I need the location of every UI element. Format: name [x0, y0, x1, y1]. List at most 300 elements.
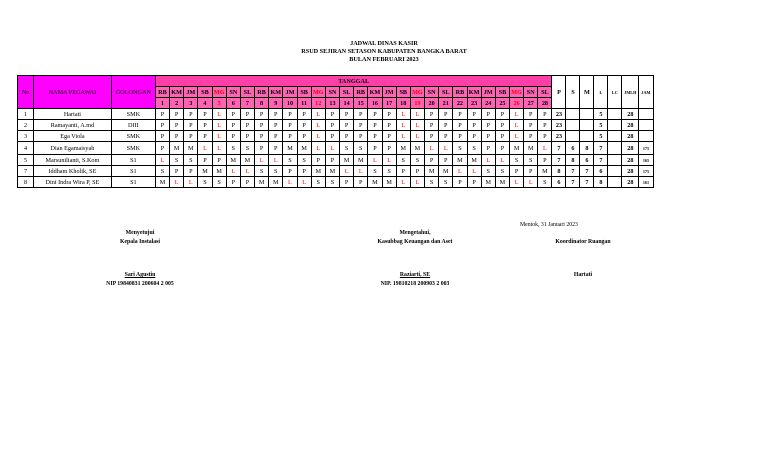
- shift-cell: M: [283, 142, 297, 155]
- total-jml: 28: [622, 120, 639, 131]
- day-name: SN: [325, 87, 339, 98]
- shift-cell: S: [340, 142, 354, 155]
- shift-cell: P: [368, 142, 382, 155]
- shift-cell: P: [297, 166, 311, 177]
- shift-cell: M: [311, 166, 325, 177]
- date-number: 15: [354, 98, 368, 109]
- shift-cell: P: [382, 131, 396, 142]
- shift-cell: M: [240, 155, 254, 166]
- shift-cell: M: [184, 142, 198, 155]
- row-nama: Hartati: [33, 109, 111, 120]
- row-no: 1: [18, 109, 34, 120]
- shift-cell: P: [382, 109, 396, 120]
- row-golongan: S1: [111, 155, 155, 166]
- shift-cell: S: [170, 155, 184, 166]
- shift-cell: S: [297, 155, 311, 166]
- shift-cell: P: [340, 131, 354, 142]
- day-name: KM: [270, 88, 282, 96]
- row-nama: Iddham Kholik, SE: [33, 166, 111, 177]
- shift-cell: P: [325, 109, 339, 120]
- day-name: JM: [382, 87, 396, 98]
- day-name: RB: [453, 87, 467, 98]
- date-number: 9: [269, 98, 283, 109]
- total-p: 23: [552, 131, 566, 142]
- shift-cell: P: [368, 120, 382, 131]
- shift-cell: M: [325, 166, 339, 177]
- shift-cell: L: [396, 131, 410, 142]
- date-number: 12: [311, 98, 325, 109]
- total-s: 7: [566, 177, 580, 188]
- shift-cell: P: [240, 131, 254, 142]
- shift-cell: L: [410, 120, 424, 131]
- shift-cell: L: [481, 155, 495, 166]
- date-number: 28: [538, 98, 552, 109]
- date-number: 3: [184, 98, 198, 109]
- day-name: SL: [340, 87, 354, 98]
- total-jml: 28: [622, 142, 639, 155]
- shift-cell: L: [410, 109, 424, 120]
- total-s: 8: [566, 155, 580, 166]
- shift-cell: M: [354, 155, 368, 166]
- shift-cell: P: [325, 155, 339, 166]
- shift-cell: P: [481, 120, 495, 131]
- shift-cell: S: [481, 166, 495, 177]
- date-number: 27: [524, 98, 538, 109]
- total-p: 7: [552, 155, 566, 166]
- shift-cell: L: [510, 131, 524, 142]
- shift-cell: S: [283, 155, 297, 166]
- row-no: 4: [18, 142, 34, 155]
- shift-cell: P: [283, 120, 297, 131]
- shift-cell: S: [269, 166, 283, 177]
- shift-cell: M: [425, 166, 439, 177]
- shift-cell: P: [524, 166, 538, 177]
- shift-cell: S: [325, 177, 339, 188]
- day-name: SN: [226, 87, 240, 98]
- shift-cell: S: [396, 155, 410, 166]
- total-l: 5: [594, 109, 608, 120]
- shift-cell: P: [453, 131, 467, 142]
- day-name: MG: [511, 88, 522, 96]
- shift-cell: P: [269, 131, 283, 142]
- shift-cell: P: [226, 120, 240, 131]
- table-row: [18, 131, 654, 142]
- shift-cell: L: [510, 177, 524, 188]
- shift-cell: L: [297, 177, 311, 188]
- total-jam: 175: [639, 142, 653, 155]
- shift-cell: S: [524, 155, 538, 166]
- shift-cell: S: [425, 177, 439, 188]
- shift-cell: L: [226, 166, 240, 177]
- total-lc: [608, 166, 622, 177]
- day-name: KM: [369, 88, 381, 96]
- total-lc: [608, 131, 622, 142]
- shift-cell: P: [524, 131, 538, 142]
- total-jml: 28: [622, 177, 639, 188]
- date-number: 24: [481, 98, 495, 109]
- shift-cell: S: [453, 142, 467, 155]
- shift-cell: L: [184, 177, 198, 188]
- acknowledger-title: Kasubbag Keuangan dan Aset: [377, 239, 453, 245]
- shift-cell: P: [155, 131, 169, 142]
- shift-cell: L: [311, 120, 325, 131]
- shift-cell: P: [155, 142, 169, 155]
- shift-cell: P: [382, 142, 396, 155]
- shift-cell: P: [170, 120, 184, 131]
- shift-cell: L: [212, 131, 226, 142]
- coordinator-name: Hartati: [573, 272, 593, 278]
- title-line-3: BULAN FEBRUARI 2023: [349, 56, 419, 63]
- shift-cell: P: [311, 155, 325, 166]
- date-number: 6: [226, 98, 240, 109]
- shift-cell: P: [226, 177, 240, 188]
- shift-cell: P: [368, 131, 382, 142]
- approver-nip: NIP 19840831 200604 2 005: [106, 281, 174, 287]
- shift-cell: P: [524, 120, 538, 131]
- shift-cell: P: [340, 120, 354, 131]
- total-jml: 28: [622, 166, 639, 177]
- shift-cell: P: [495, 120, 509, 131]
- shift-cell: M: [340, 155, 354, 166]
- total-lc: [608, 177, 622, 188]
- shift-cell: L: [325, 142, 339, 155]
- shift-cell: P: [240, 109, 254, 120]
- shift-cell: M: [396, 142, 410, 155]
- shift-cell: P: [240, 177, 254, 188]
- header-tanggal: TANGGAL: [155, 76, 552, 87]
- shift-cell: L: [255, 155, 269, 166]
- date-number: 19: [410, 98, 424, 109]
- shift-cell: P: [340, 177, 354, 188]
- shift-cell: P: [538, 120, 552, 131]
- day-name: RB: [155, 87, 169, 98]
- header-golongan: GOLONGAN: [111, 76, 155, 109]
- shift-cell: P: [538, 109, 552, 120]
- total-s: 7: [566, 166, 580, 177]
- approver-title: Kepala Instalasi: [119, 239, 161, 245]
- date-number: 26: [510, 98, 524, 109]
- total-l: 5: [594, 131, 608, 142]
- date-number: 11: [297, 98, 311, 109]
- day-name: SL: [439, 87, 453, 98]
- total-jam: 165: [639, 155, 653, 166]
- shift-cell: L: [396, 120, 410, 131]
- shift-cell: P: [453, 177, 467, 188]
- shift-cell: P: [481, 131, 495, 142]
- total-p: 8: [552, 166, 566, 177]
- shift-cell: P: [425, 131, 439, 142]
- shift-cell: P: [368, 109, 382, 120]
- total-lc: [608, 120, 622, 131]
- shift-cell: P: [198, 120, 212, 131]
- shift-cell: M: [155, 177, 169, 188]
- shift-cell: M: [495, 177, 509, 188]
- day-name: SL: [240, 87, 254, 98]
- total-l: 5: [594, 120, 608, 131]
- shift-cell: L: [354, 166, 368, 177]
- total-jam: [639, 109, 653, 120]
- acknowledger-label: Mengetahui,: [399, 230, 431, 236]
- day-name: SB: [495, 87, 509, 98]
- row-nama: Dian Egamaisyah: [33, 142, 111, 155]
- shift-cell: S: [240, 142, 254, 155]
- shift-cell: L: [495, 155, 509, 166]
- shift-cell: P: [170, 131, 184, 142]
- day-name: RB: [255, 87, 269, 98]
- shift-cell: M: [538, 166, 552, 177]
- shift-cell: L: [198, 142, 212, 155]
- shift-cell: P: [340, 109, 354, 120]
- date-number: 5: [212, 98, 226, 109]
- shift-cell: M: [439, 166, 453, 177]
- day-name: JM: [283, 87, 297, 98]
- shift-cell: P: [510, 166, 524, 177]
- shift-cell: P: [184, 131, 198, 142]
- shift-cell: P: [538, 131, 552, 142]
- row-no: 2: [18, 120, 34, 131]
- row-no: 5: [18, 155, 34, 166]
- shift-cell: M: [467, 155, 481, 166]
- table-row: [18, 177, 654, 188]
- total-m: 7: [580, 166, 594, 177]
- header-row-tanggal: [18, 76, 654, 87]
- shift-cell: M: [382, 177, 396, 188]
- shift-cell: P: [184, 109, 198, 120]
- shift-cell: P: [283, 166, 297, 177]
- shift-cell: L: [340, 166, 354, 177]
- total-s: [566, 131, 580, 142]
- shift-cell: P: [297, 131, 311, 142]
- total-m: [580, 131, 594, 142]
- shift-cell: L: [453, 166, 467, 177]
- row-golongan: S1: [111, 177, 155, 188]
- shift-cell: S: [354, 142, 368, 155]
- table-row: [18, 142, 654, 155]
- shift-cell: P: [155, 120, 169, 131]
- shift-cell: L: [170, 177, 184, 188]
- shift-cell: L: [155, 155, 169, 166]
- shift-cell: P: [382, 120, 396, 131]
- day-name: SB: [396, 87, 410, 98]
- day-name: KM: [171, 88, 182, 96]
- shift-cell: P: [495, 142, 509, 155]
- shift-cell: P: [269, 120, 283, 131]
- shift-cell: L: [311, 109, 325, 120]
- total-m: 6: [580, 155, 594, 166]
- shift-cell: P: [269, 142, 283, 155]
- shift-cell: P: [410, 166, 424, 177]
- total-jml: 28: [622, 131, 639, 142]
- shift-cell: S: [467, 142, 481, 155]
- date-number: 23: [467, 98, 481, 109]
- shift-cell: P: [226, 131, 240, 142]
- day-name: SL: [538, 87, 552, 98]
- shift-cell: P: [170, 109, 184, 120]
- shift-cell: P: [439, 155, 453, 166]
- shift-cell: S: [495, 166, 509, 177]
- shift-cell: P: [283, 109, 297, 120]
- shift-cell: P: [269, 109, 283, 120]
- shift-cell: L: [212, 109, 226, 120]
- day-name: MG: [312, 88, 324, 96]
- row-golongan: SMK: [111, 142, 155, 155]
- shift-cell: M: [255, 177, 269, 188]
- shift-cell: P: [439, 120, 453, 131]
- date-number: 14: [340, 98, 354, 109]
- footer-date: Mentok, 31 Januari 2023: [520, 222, 578, 228]
- table-row: [18, 120, 654, 131]
- row-nama: Ramayanti, A.md: [33, 120, 111, 131]
- shift-cell: P: [524, 109, 538, 120]
- total-m: 7: [580, 177, 594, 188]
- shift-cell: P: [283, 131, 297, 142]
- shift-cell: S: [155, 166, 169, 177]
- total-p: 6: [552, 177, 566, 188]
- shift-cell: P: [198, 155, 212, 166]
- total-p: 7: [552, 142, 566, 155]
- total-jam: [639, 131, 653, 142]
- shift-cell: P: [198, 109, 212, 120]
- total-l: 7: [594, 142, 608, 155]
- row-golongan: DIII: [111, 120, 155, 131]
- shift-cell: P: [481, 109, 495, 120]
- row-nama: Dini Indra Wira P, SE: [33, 177, 111, 188]
- date-number: 20: [425, 98, 439, 109]
- shift-cell: L: [439, 142, 453, 155]
- shift-cell: P: [425, 155, 439, 166]
- title-line-1: JADWAL DINAS KASIR: [350, 40, 418, 47]
- total-s: [566, 120, 580, 131]
- day-name: KM: [468, 88, 480, 96]
- date-number: 22: [453, 98, 467, 109]
- acknowledger-name: Raziarti, SE: [399, 272, 431, 278]
- day-name: MG: [412, 88, 423, 96]
- shift-cell: P: [439, 131, 453, 142]
- shift-cell: P: [240, 120, 254, 131]
- table-row: [18, 109, 654, 120]
- shift-cell: S: [382, 166, 396, 177]
- shift-cell: P: [255, 109, 269, 120]
- shift-cell: P: [467, 131, 481, 142]
- shift-cell: P: [184, 166, 198, 177]
- total-m: 8: [580, 142, 594, 155]
- total-jam: 175: [639, 166, 653, 177]
- shift-cell: S: [226, 142, 240, 155]
- shift-cell: P: [325, 120, 339, 131]
- shift-cell: P: [155, 109, 169, 120]
- shift-cell: P: [425, 120, 439, 131]
- day-name: MG: [213, 88, 225, 96]
- total-m: [580, 109, 594, 120]
- shift-cell: L: [212, 120, 226, 131]
- shift-cell: S: [410, 155, 424, 166]
- shift-cell: L: [212, 142, 226, 155]
- shift-cell: P: [453, 120, 467, 131]
- shift-cell: P: [297, 120, 311, 131]
- shift-cell: S: [255, 166, 269, 177]
- shift-cell: P: [425, 109, 439, 120]
- shift-cell: M: [170, 142, 184, 155]
- shift-cell: S: [368, 166, 382, 177]
- date-number: 4: [198, 98, 212, 109]
- day-name: SB: [198, 87, 212, 98]
- date-number: 10: [283, 98, 297, 109]
- shift-cell: L: [269, 155, 283, 166]
- row-nama: Ega Viola: [33, 131, 111, 142]
- shift-cell: L: [283, 177, 297, 188]
- total-l: 7: [594, 155, 608, 166]
- date-number: 2: [170, 98, 184, 109]
- shift-cell: P: [297, 109, 311, 120]
- shift-cell: P: [325, 131, 339, 142]
- shift-cell: P: [538, 155, 552, 166]
- schedule-table: [17, 75, 654, 188]
- total-lc: [608, 142, 622, 155]
- acknowledger-nip: NIP. 19810218 200903 2 003: [380, 281, 450, 287]
- shift-cell: S: [538, 177, 552, 188]
- shift-cell: L: [467, 166, 481, 177]
- shift-cell: L: [410, 177, 424, 188]
- shift-cell: L: [382, 155, 396, 166]
- total-l: 6: [594, 166, 608, 177]
- shift-cell: S: [510, 155, 524, 166]
- shift-cell: P: [255, 142, 269, 155]
- date-number: 1: [155, 98, 169, 109]
- shift-cell: M: [368, 177, 382, 188]
- date-number: 21: [439, 98, 453, 109]
- shift-cell: S: [184, 155, 198, 166]
- header-p: P: [552, 76, 566, 109]
- table-row: [18, 155, 654, 166]
- total-m: [580, 120, 594, 131]
- date-number: 16: [368, 98, 382, 109]
- shift-cell: L: [240, 166, 254, 177]
- total-lc: [608, 155, 622, 166]
- shift-cell: M: [510, 142, 524, 155]
- day-name: JM: [184, 87, 198, 98]
- total-s: 6: [566, 142, 580, 155]
- row-nama: Marsunilianti, S.Kom: [33, 155, 111, 166]
- shift-cell: L: [510, 120, 524, 131]
- day-name: RB: [354, 87, 368, 98]
- shift-cell: P: [467, 120, 481, 131]
- shift-cell: P: [198, 131, 212, 142]
- shift-cell: L: [425, 142, 439, 155]
- shift-cell: M: [410, 142, 424, 155]
- shift-cell: L: [538, 142, 552, 155]
- header-lc: LC: [608, 76, 622, 109]
- shift-cell: P: [439, 109, 453, 120]
- shift-cell: P: [170, 166, 184, 177]
- row-golongan: SMK: [111, 109, 155, 120]
- total-p: 23: [552, 120, 566, 131]
- total-jam: [639, 120, 653, 131]
- row-no: 7: [18, 166, 34, 177]
- header-jam: JAM: [639, 76, 653, 109]
- shift-cell: L: [368, 155, 382, 166]
- shift-cell: P: [354, 177, 368, 188]
- row-golongan: S1: [111, 166, 155, 177]
- day-name: SN: [524, 87, 538, 98]
- approver-label: Menyetujui: [125, 230, 155, 236]
- shift-cell: P: [226, 109, 240, 120]
- total-lc: [608, 109, 622, 120]
- row-no: 3: [18, 131, 34, 142]
- row-no: 8: [18, 177, 34, 188]
- shift-cell: P: [495, 109, 509, 120]
- day-name: SB: [297, 87, 311, 98]
- shift-cell: M: [453, 155, 467, 166]
